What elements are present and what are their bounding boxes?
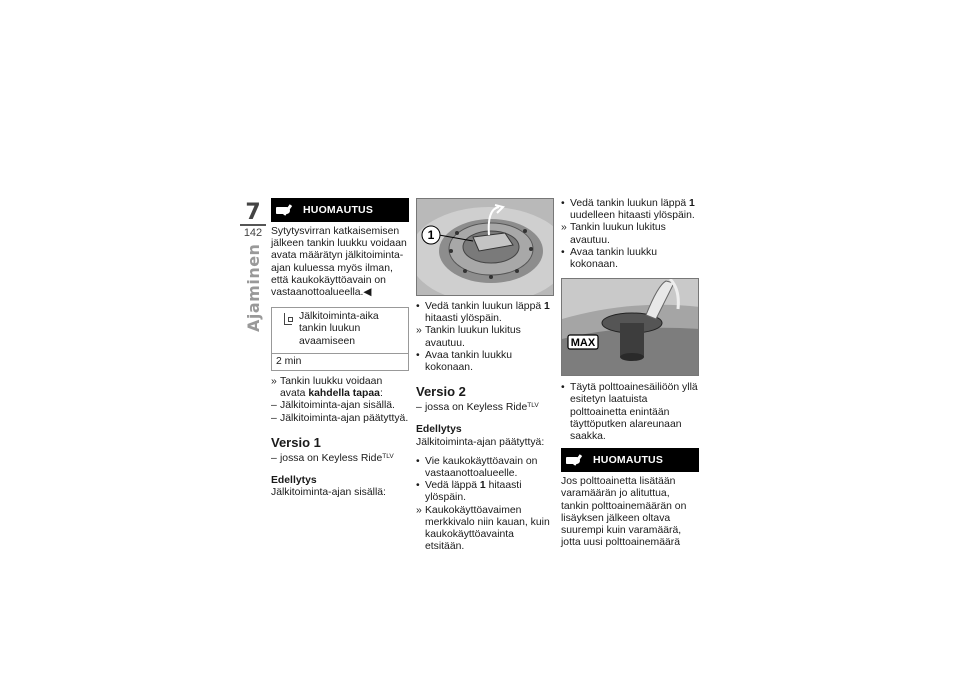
list-item: » Kaukokäyttöavaimen merkkivalo niin kauan, kuin kaukokäyttöavainta etsitään. (416, 504, 550, 553)
notice-text: Jos polttoainetta lisätään varamäärän jo alituttua, tankin polttoainemäärän on lisäyksen jälkeen oltava suurempi kuin varamäärä, jotta uusi polttoainemäärä (561, 476, 687, 549)
condition-title: Edellytys (416, 424, 462, 436)
photo-max-label: MAX (570, 337, 596, 350)
time-box (271, 307, 409, 371)
notice-title: HUOMAUTUS (593, 454, 664, 467)
list-item: » Tankin luukun lukitus avautuu. (416, 325, 521, 349)
fuel-cap-photo (416, 198, 554, 296)
time-box-value: 2 min (272, 353, 408, 370)
photo-callout-label: 1 (427, 228, 435, 242)
list-item: • Vie kaukokäyttöavain on vastaanottoalueelle. (416, 455, 538, 480)
chapter-title: Ajaminen (244, 243, 263, 332)
page-number: 142 (240, 224, 266, 239)
column-1 (271, 198, 409, 499)
list-item: • Vedä tankin luukun läppä 1 hitaasti ylöspäin. (416, 301, 550, 325)
notice-title: HUOMAUTUS (303, 204, 374, 216)
section-subtitle: – jossa on Keyless Ride$^{TLV}$ (271, 452, 394, 464)
condition-text: Jälkitoiminta-ajan päätyttyä: (416, 436, 545, 448)
section-heading: Versio 2 (416, 384, 466, 400)
condition-text: Jälkitoiminta-ajan sisällä: (271, 487, 386, 499)
notice-header (561, 448, 699, 472)
section-subtitle: – jossa on Keyless Ride$^{TLV}$ (416, 402, 539, 414)
list-item: • Täytä polttoainesäiliöön yllä esitetyn laatuista polttoainetta enintään täyttöputken alareunaan saakka. (561, 382, 698, 443)
chapter-number: 7 (245, 200, 261, 225)
list-item: • Avaa tankin luukku kokonaan. (561, 246, 658, 271)
list-item: • Avaa tankin luukku kokonaan. (416, 349, 513, 374)
column-3 (561, 198, 699, 549)
notice-hand-icon (275, 203, 295, 217)
list-item: – Jälkitoiminta-ajan päätyttyä. (271, 412, 409, 424)
time-box-label: Jälkitoiminta-aika tankin luukun avaamiseen (299, 311, 379, 347)
condition-title: Edellytys (271, 475, 317, 487)
list-item: » Tankin luukku voidaan avata kahdella tapaa: (271, 376, 383, 400)
notice-header (271, 198, 409, 222)
list-item: • Vedä läppä 1 hitaasti ylöspäin. (416, 480, 522, 504)
timer-icon (282, 311, 294, 331)
filler-neck-photo (561, 278, 699, 376)
notice-text: Sytytysvirran katkaisemisen jälkeen tankin luukku voidaan avata määrätyn jälkitoiminta-ajan kuluessa myös ilman, että kaukokäyttöavain on vastaanottoalueella.◀ (271, 226, 407, 299)
list-item: – Jälkitoiminta-ajan sisällä. (271, 400, 395, 412)
column-2 (416, 198, 554, 553)
list-item: • Vedä tankin luukun läppä 1 uudelleen hitaasti ylöspäin. (561, 198, 695, 222)
section-heading: Versio 1 (271, 434, 321, 450)
notice-hand-icon (565, 453, 585, 467)
list-item: » Tankin luukun lukitus avautuu. (561, 222, 666, 246)
